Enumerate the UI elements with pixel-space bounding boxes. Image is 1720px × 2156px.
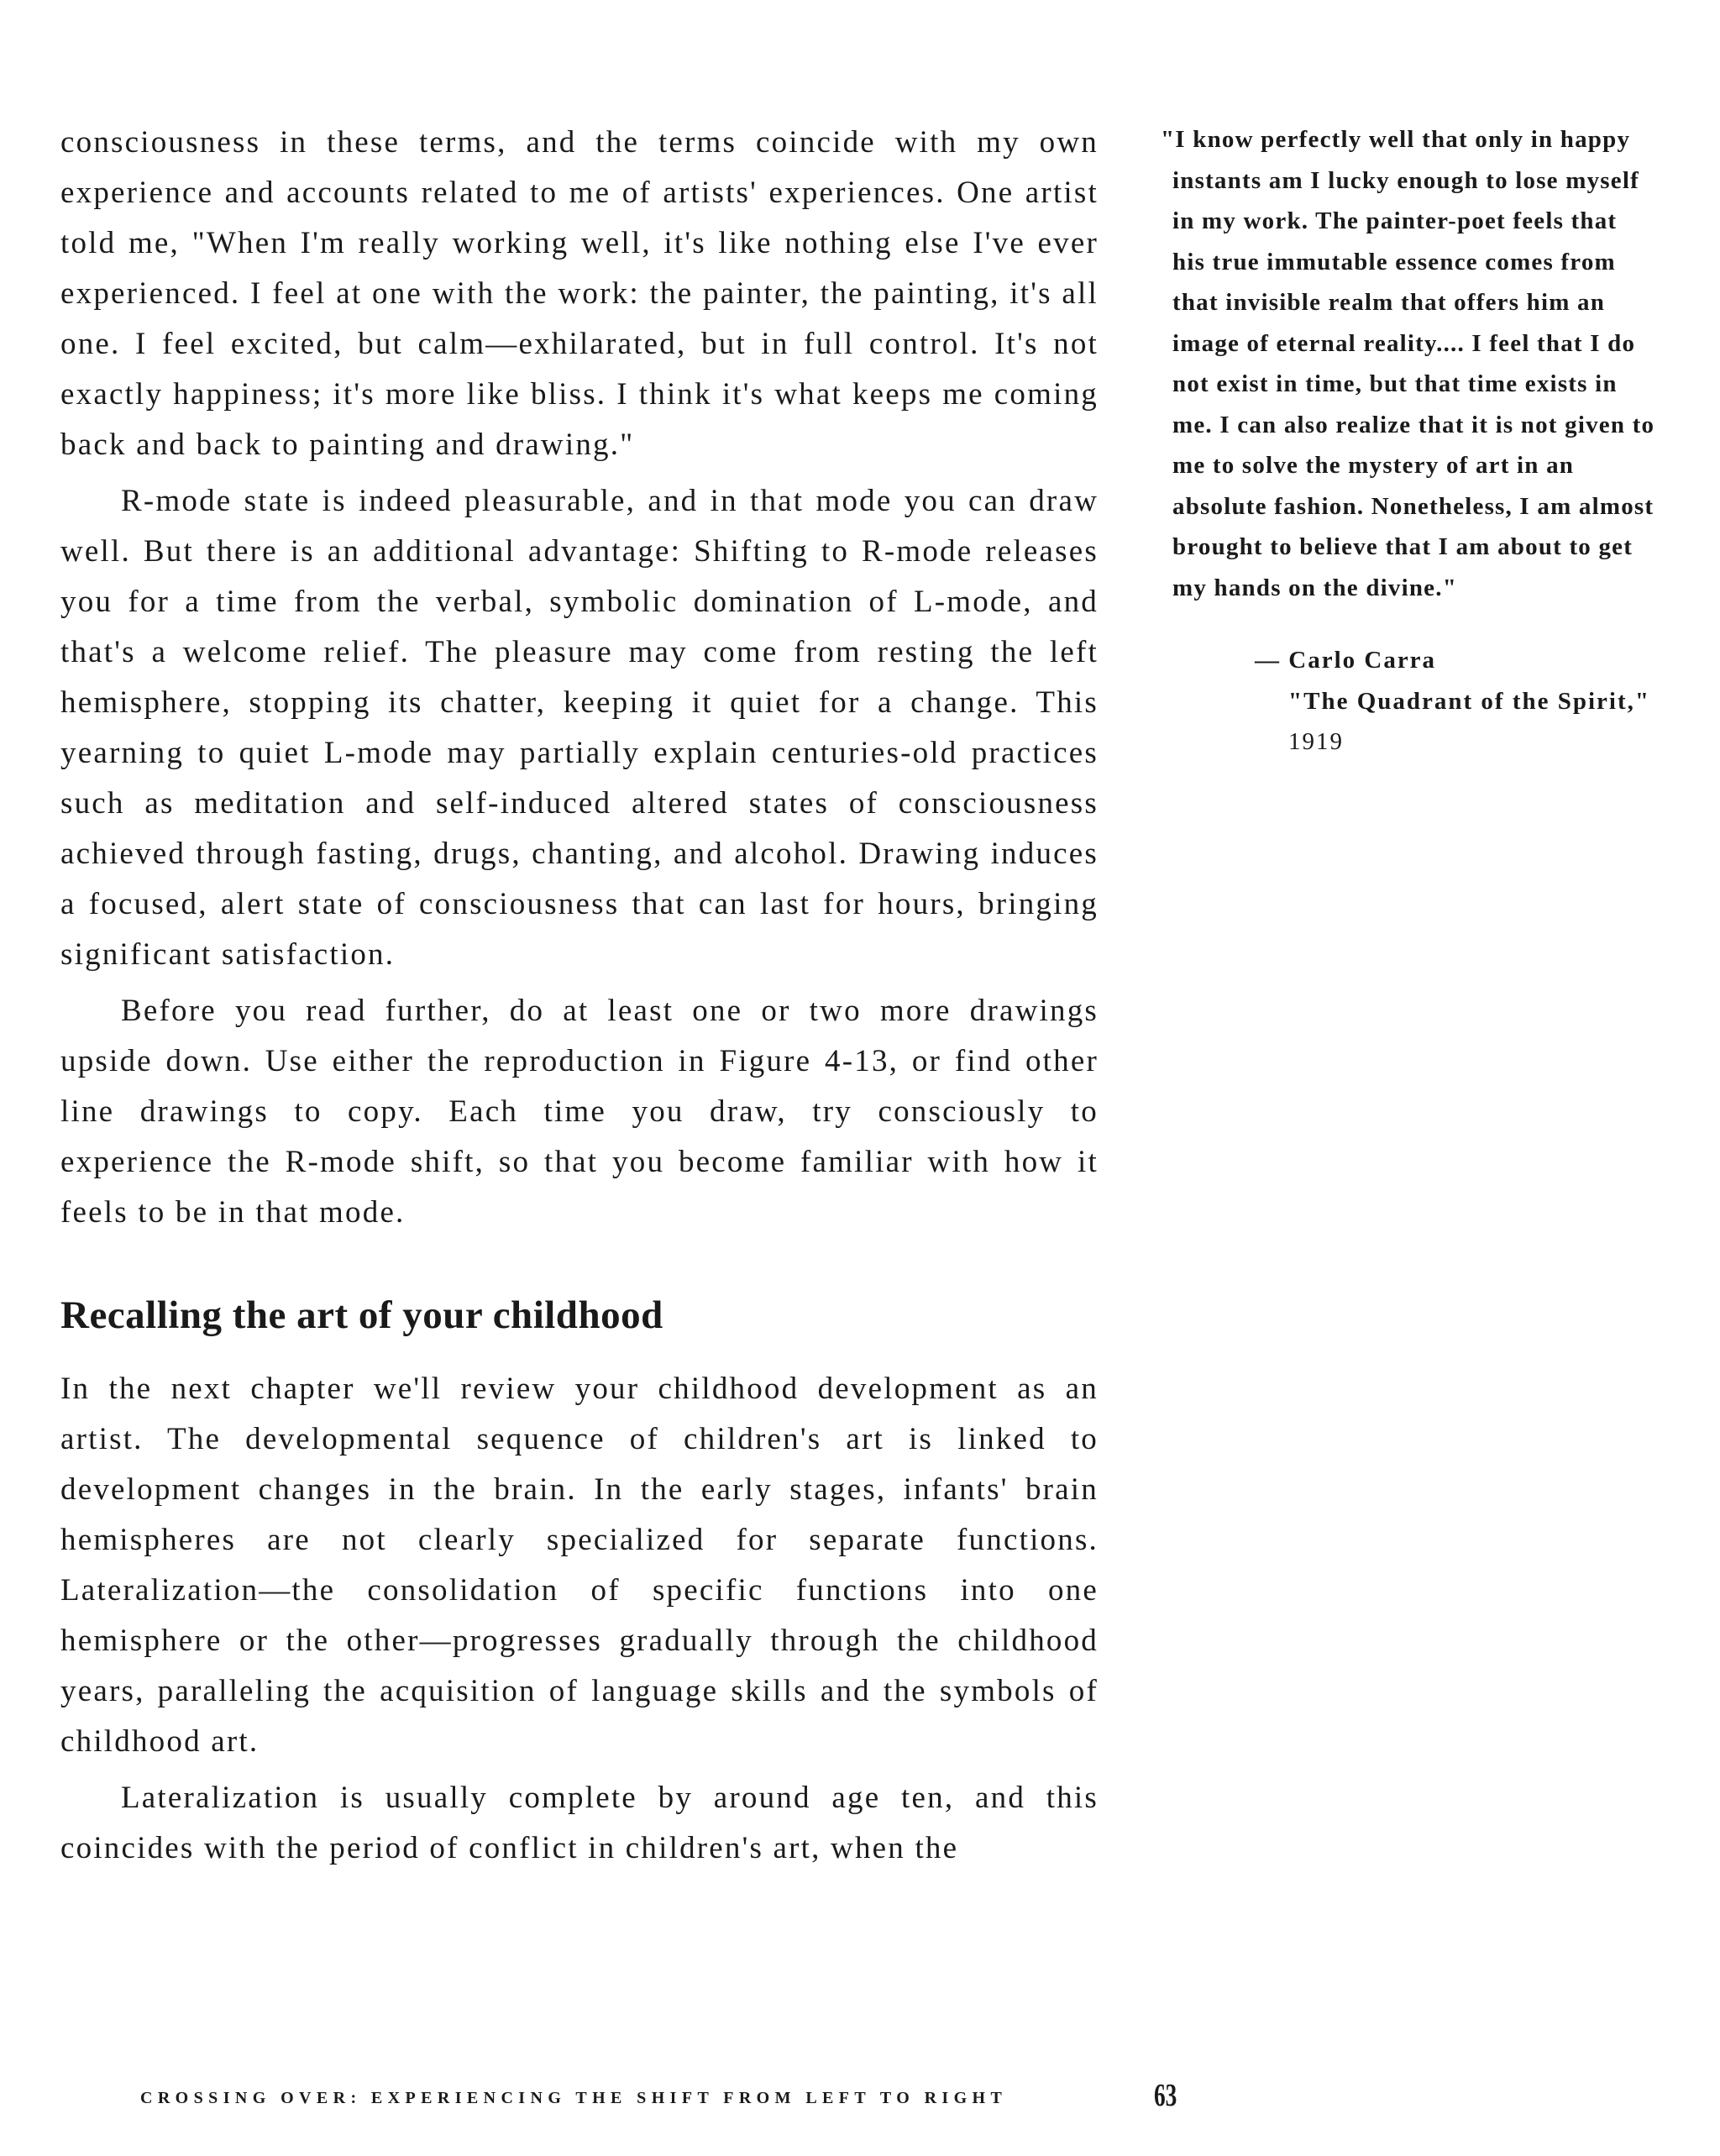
running-footer: CROSSING OVER: EXPERIENCING THE SHIFT FROM LEFT TO RIGHT bbox=[140, 2089, 1008, 2107]
quote-source-line bbox=[1255, 681, 1656, 763]
quote-text: "I know perfectly well that only in happy instants am I lucky enough to lose myself in my work. The painter-poet feels that his true immutable essence comes from that invisible realm that offers him an image of eternal reality.... I feel that I do not exist in time, but that time exists in me. I can also realize that it is not given to me to solve the mystery of art in an absolute fashion. Nonetheless, I am almost brought to believe that I am about to get my hands on the divine." bbox=[1161, 126, 1655, 601]
section-heading: Recalling the art of your childhood bbox=[60, 1293, 663, 1337]
body-paragraph: In the next chapter we'll review your childhood development as an artist. The developmental sequence of children's art is linked to development changes in the brain. In the early stages, infants' brain hemispheres are not clearly specialized for separate functions. Lateralization—the consolidation of specific functions into one hemisphere or the other—progresses gradually through the childhood years, paralleling the acquisition of language skills and the symbols of childhood art. bbox=[60, 1372, 1099, 1759]
quote-source: "The Quadrant of the Spirit," bbox=[1288, 687, 1650, 715]
quote-year: 1919 bbox=[1288, 728, 1344, 755]
body-paragraph: Before you read further, do at least one or two more drawings upside down. Use either the reproduction in Figure 4-13, or find other line drawings to copy. Each time you draw, try consciously to experience the R-mode shift, so that you become familiar with how it feels to be in that mode. bbox=[60, 994, 1099, 1230]
main-text-column bbox=[60, 118, 1099, 1880]
quote-author: — Carlo Carra bbox=[1255, 647, 1437, 674]
page-number: 63 bbox=[1154, 2078, 1177, 2113]
body-paragraph: R-mode state is indeed pleasurable, and in that mode you can draw well. But there is an additional advantage: Shifting to R-mode releases you for a time from the verbal, symbolic domination of L-mode, and that's a welcome relief. The pleasure may come from resting the left hemisphere, stopping its chatter, keeping it quiet for a change. This yearning to quiet L-mode may partially explain centuries-old practices such as meditation and self-induced altered states of consciousness achieved through fasting, drugs, chanting, and alcohol. Drawing induces a focused, alert state of consciousness that can last for hours, bringing significant satisfaction. bbox=[60, 484, 1099, 972]
body-paragraph: Lateralization is usually complete by around age ten, and this coincides with the period of conflict in children's art, when the bbox=[60, 1781, 1099, 1865]
quote-attribution bbox=[1255, 640, 1656, 763]
sidebar-quote bbox=[1161, 119, 1656, 763]
body-paragraph: consciousness in these terms, and the terms coincide with my own experience and accounts related to me of artists' experiences. One artist told me, "When I'm really working well, it's like nothing else I've ever experienced. I feel at one with the work: the painter, the painting, it's all one. I feel excited, but calm—exhilarated, but in full control. It's not exactly happiness; it's more like bliss. I think it's what keeps me coming back and back to painting and drawing." bbox=[60, 125, 1099, 462]
